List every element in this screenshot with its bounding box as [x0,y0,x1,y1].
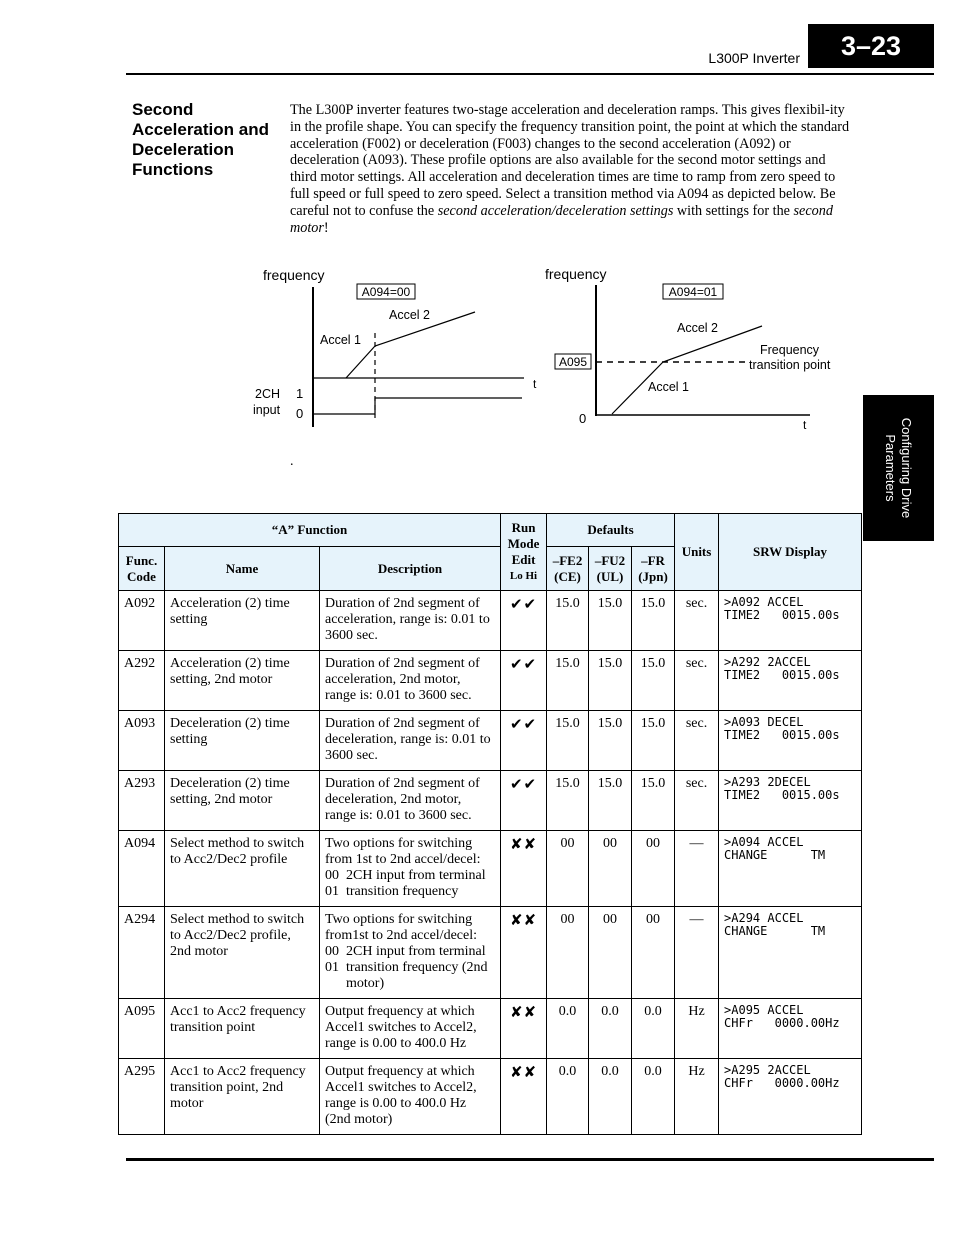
default-fr: 15.0 [632,711,675,771]
units: — [675,831,719,907]
func-code: A295 [119,1059,165,1135]
units: Hz [675,1059,719,1135]
left-accel2-label: Accel 2 [389,308,430,322]
func-code: A092 [119,591,165,651]
product-name: L300P Inverter [708,50,800,66]
intro-italic-2: second motor [290,202,833,236]
srw-header: SRW Display [719,514,862,591]
srw-display [719,907,862,999]
fe2-header: –FE2 (CE) [547,547,589,591]
default-fu2: 0.0 [589,1059,632,1135]
left-input-label-2: input [253,403,281,417]
table-row [119,651,862,711]
table-row [119,831,862,907]
left-time-label: t [533,377,537,391]
right-accel1-label: Accel 1 [648,380,689,394]
right-profile-curve [612,326,762,414]
default-fe2: 0.0 [547,999,589,1059]
right-mode-label: A094=01 [668,285,718,299]
option-text: 2CH input from terminal [346,944,486,959]
param-name: Acceleration (2) time setting [165,591,320,651]
left-input-label-1: 2CH [255,387,281,401]
option-text: 2CH input from terminal [346,868,486,883]
default-fu2: 15.0 [589,771,632,831]
side-tab-text [882,398,914,538]
srw-line2: CHFr 0000.00Hz [724,1016,840,1030]
srw-line1: >A095 ACCEL [724,1003,804,1017]
srw-line1: >A292 2ACCEL [724,655,811,669]
srw-display [719,591,862,651]
func-code: A294 [119,907,165,999]
name-header: Name [165,547,320,591]
srw-line1: >A093 DECEL [724,715,804,729]
func-code: A093 [119,711,165,771]
option-text: transition frequency [346,884,459,899]
table-row [119,591,862,651]
srw-line1: >A295 2ACCEL [724,1063,811,1077]
desc-option-00 [325,868,495,884]
desc-option-00 [325,944,495,960]
srw-line2: TIME2 0015.00s [724,788,840,802]
param-name: Acc1 to Acc2 frequency transition point [165,999,320,1059]
srw-line1: >A092 ACCEL [724,595,804,609]
default-fe2: 15.0 [547,711,589,771]
right-transition-label-2: transition point [749,358,831,372]
units: — [675,907,719,999]
srw-line1: >A094 ACCEL [724,835,804,849]
intro-text-2: with settings for the [673,202,794,219]
run-mode-edit: ✔✔ [501,711,547,771]
srw-display [719,771,862,831]
run-mode-header [501,514,547,591]
right-origin-label: 0 [579,411,587,426]
default-fu2: 00 [589,831,632,907]
description-header: Description [320,547,501,591]
table-row [119,999,862,1059]
left-mode-label: A094=00 [361,285,411,299]
desc-intro: Two options for switching from1st to 2nd accel/decel: [325,912,477,943]
func-code: A292 [119,651,165,711]
page-number-box [808,24,934,68]
param-name: Acc1 to Acc2 frequency transition point, 2nd motor [165,1059,320,1135]
stray-dot: . [290,454,294,469]
fr-header: –FR (Jpn) [632,547,675,591]
desc-option-01 [325,960,495,992]
left-2ch-signal [313,398,522,414]
default-fu2: 15.0 [589,711,632,771]
option-text: transition frequency (2nd motor) [346,960,488,991]
diagram-a094-01 [540,260,840,435]
default-fr: 00 [632,907,675,999]
param-description: Duration of 2nd segment of acceleration, range is: 0.01 to 3600 sec. [320,591,501,651]
srw-display [719,1059,862,1135]
footer-rule [126,1158,934,1161]
default-fr: 15.0 [632,591,675,651]
table-row [119,907,862,999]
units: Hz [675,999,719,1059]
desc-option-01 [325,884,495,900]
intro-text-3: ! [323,219,329,236]
srw-line2: TIME2 0015.00s [724,668,840,682]
default-fe2: 15.0 [547,651,589,711]
run-mode-sub: Lo Hi [509,570,538,582]
right-threshold-label: A095 [558,355,588,369]
param-name: Select method to switch to Acc2/Dec2 profile [165,831,320,907]
param-description [320,907,501,999]
default-fr: 0.0 [632,1059,675,1135]
units: sec. [675,651,719,711]
intro-italic-1: second acceleration/deceleration settings [437,202,674,219]
run-mode-edit: ✔✔ [501,771,547,831]
right-transition-label-1: Frequency [760,343,820,357]
param-name: Select method to switch to Acc2/Dec2 profile, 2nd motor [165,907,320,999]
intro-text-1: The L300P inverter features two-stage acceleration and deceleration ramps. This gives flexibil-ity in the profile shape. You can specify the frequency transition point, the point at which the standard acceleration (F002) or deceleration (F003) changes to the second acceleration (A092) or deceleration (A093). These profile options are also available for the second motor settings and third motor settings. All acceleration and deceleration times are time to ramp from zero speed to full speed or full speed to zero speed. Select a transition method via A094 as depicted below. Be careful not to confuse the [290,102,850,219]
units: sec. [675,591,719,651]
left-level-low: 0 [296,406,304,421]
left-level-high: 1 [296,386,304,401]
srw-display [719,711,862,771]
srw-line2: TIME2 0015.00s [724,728,840,742]
table-row [119,711,862,771]
intro-paragraph [290,102,850,236]
param-description: Duration of 2nd segment of deceleration, 2nd motor, range is: 0.01 to 3600 sec. [320,771,501,831]
table-row [119,1059,862,1135]
default-fu2: 15.0 [589,651,632,711]
units: sec. [675,711,719,771]
option-code: 01 [325,884,339,899]
left-accel1-label: Accel 1 [320,333,361,347]
run-mode-edit: ✘✘ [501,831,547,907]
side-tab-line2: Parameters [883,434,898,502]
left-axis-label: frequency [263,267,325,283]
run-mode-edit: ✘✘ [501,999,547,1059]
srw-line1: >A294 ACCEL [724,911,804,925]
run-mode-edit: ✘✘ [501,907,547,999]
param-description: Duration of 2nd segment of acceleration, 2nd motor, range is: 0.01 to 3600 sec. [320,651,501,711]
option-code: 00 [325,944,339,959]
func-code: A095 [119,999,165,1059]
srw-line1: >A293 2DECEL [724,775,811,789]
param-description: Duration of 2nd segment of deceleration, range is: 0.01 to 3600 sec. [320,711,501,771]
right-axis-label: frequency [545,266,607,282]
default-fe2: 15.0 [547,591,589,651]
srw-line2: CHANGE TM [724,848,826,862]
desc-intro: Two options for switching from 1st to 2nd accel/decel: [325,836,481,867]
option-code: 00 [325,868,339,883]
header-rule [126,73,934,75]
default-fr: 15.0 [632,651,675,711]
fu2-header: –FU2 (UL) [589,547,632,591]
default-fr: 00 [632,831,675,907]
units-header: Units [675,514,719,591]
parameter-table [118,513,862,1135]
default-fu2: 00 [589,907,632,999]
default-fr: 0.0 [632,999,675,1059]
srw-display [719,831,862,907]
param-description: Output frequency at which Accel1 switches to Accel2, range is 0.00 to 400.0 Hz (2nd motor) [320,1059,501,1135]
page-number: 3–23 [840,30,902,61]
default-fu2: 15.0 [589,591,632,651]
right-accel2-label: Accel 2 [677,321,718,335]
right-time-label: t [803,418,807,432]
default-fe2: 00 [547,831,589,907]
func-code: A094 [119,831,165,907]
run-mode-edit: ✘✘ [501,1059,547,1135]
srw-display [719,999,862,1059]
side-tab-line1: Configuring Drive [899,417,914,519]
default-fe2: 00 [547,907,589,999]
units: sec. [675,771,719,831]
default-fr: 15.0 [632,771,675,831]
param-name: Acceleration (2) time setting, 2nd motor [165,651,320,711]
param-name: Deceleration (2) time setting [165,711,320,771]
run-mode-label: Run Mode Edit [507,520,540,567]
side-tab [863,395,934,541]
default-fe2: 15.0 [547,771,589,831]
run-mode-edit: ✔✔ [501,651,547,711]
param-name: Deceleration (2) time setting, 2nd motor [165,771,320,831]
srw-line2: CHANGE TM [724,924,826,938]
param-description [320,831,501,907]
section-heading: Second Acceleration and Deceleration Functions [132,100,269,179]
default-fe2: 0.0 [547,1059,589,1135]
run-mode-edit: ✔✔ [501,591,547,651]
default-fu2: 0.0 [589,999,632,1059]
a-function-header: “A” Function [119,514,501,547]
func-code-header: Func. Code [119,547,165,591]
func-code: A293 [119,771,165,831]
table-row [119,771,862,831]
option-code: 01 [325,960,339,975]
srw-line2: TIME2 0015.00s [724,608,840,622]
param-description: Output frequency at which Accel1 switches to Accel2, range is 0.00 to 400.0 Hz [320,999,501,1059]
srw-display [719,651,862,711]
defaults-header: Defaults [547,514,675,547]
diagram-a094-00 [240,260,540,435]
srw-line2: CHFr 0000.00Hz [724,1076,840,1090]
